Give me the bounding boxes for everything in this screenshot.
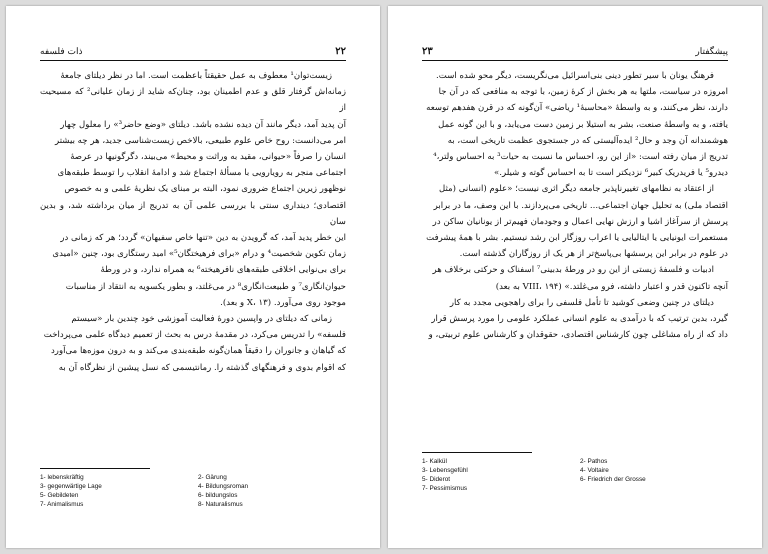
left-footnotes: [40, 473, 346, 509]
text-line: نوظهور زیرین اجتماع ضروری نمود، البته بر مبنای یک نظریهٔ علمی و به خصوص: [64, 184, 346, 195]
footnote: 1- Kalkül: [422, 458, 447, 465]
footnote: 8- Naturalismus: [198, 501, 243, 508]
footnote: 3- Lebensgefühl: [422, 467, 468, 474]
text-line: داد که از راه مشاغلی چون کارشناس اقتصادی، حقوقدان و کارشناس علوم تربیتی، و: [428, 330, 728, 341]
text-line: ادبیات و فلسفهٔ زیستی از این رو در ورطهٔ بدبینی⁷ اسفناک و حرکتی برخلاف هر: [432, 265, 714, 276]
text-line: دیدرو⁵ یا فریدریک کبیر⁶ نزدیکتر است تا به احساس گوته و شیلر.»: [493, 168, 728, 179]
right-page-header: [422, 46, 728, 61]
text-line: دیلتای در چنین وضعی کوشید تا تأمل فلسفی را برای راهجویی مجدد به کار: [449, 297, 714, 308]
footnote: 7- Animalismus: [40, 501, 84, 508]
text-line: اقتصاد ملی) به تحلیل جهان اجتماعی... تاریخی می‌پردازند. با این وصف، ما در برابر: [433, 200, 728, 211]
text-line: تدریج از میان رفته است: «از این رو، احساس ما نسبت به حیات³ به احساس ولتر،⁴: [433, 152, 728, 163]
paragraph: [40, 68, 346, 311]
footnote: 5- Diderot: [422, 476, 451, 483]
text-line: امروزه در سیاست، ملتها به هر بخش از کرهٔ زمین، با توجه به منافعی که در آن جا: [438, 87, 728, 98]
paragraph: [422, 295, 728, 344]
text-line: که گیاهان و جانوران را دقیقاً همان‌گونه طبقه‌بندی می‌کند و به درون موزه‌ها می‌آورد: [50, 346, 346, 357]
left-footnote-rule: [40, 468, 150, 469]
left-page-number: ۲۲: [335, 46, 346, 57]
left-page-body: [40, 68, 346, 376]
footnote: 7- Pessimismus: [422, 485, 468, 492]
text-line: زیست‌توان¹ معطوف به عمل حقیقتاً باعظمت است. اما در نظر دیلتای جامعهٔ: [60, 71, 332, 81]
text-line: انسان را صرفاً «حیوانی، مقید به وراثت و محیط» می‌بیند، دگرگونیها در عرصهٔ: [70, 152, 346, 163]
footnote: 5- Gebildeten: [40, 492, 79, 499]
text-line: حیوان‌انگاری⁷ و طبیعت‌انگاری⁸ در می‌غلتد، و بطور یکسویه به انتقاد از مناسبات: [65, 281, 346, 292]
right-footnotes: [422, 457, 728, 493]
left-page-header: [40, 46, 346, 61]
text-line: پرسش از سرآغاز اشیا و ارزش نهایی اعمال و وجودمان فهیم‌تر از یونانیان ساکن در: [432, 216, 728, 227]
footnote: 6- Friedrich der Grosse: [580, 476, 646, 483]
left-running-head: ذات فلسفه: [40, 47, 83, 57]
paragraph: [422, 181, 728, 262]
text-line: در علوم در برابر این پرسشها بی‌پاسخ‌تر از هر یک از روزگاران گذشته است.: [459, 249, 728, 260]
text-line: اجتماعی منجر به رویارویی با مسألهٔ اجتماع شد و ادامهٔ انقلاب را توسط طبقه‌های: [57, 168, 346, 179]
right-page-number: ۲۳: [422, 46, 433, 57]
text-line: این خطر پدید آمد، که گرویدن به دین «تنها خاص سفیهان» گردد؛ هر که زمانی در: [60, 233, 346, 244]
text-line: هوشمندانه آن وجد و حال² ایده‌آلیستی که در جستجوی عظمت تاریخی است، به: [447, 135, 728, 146]
footnote: 1- lebenskräftig: [40, 474, 84, 481]
footnote: 2- Gärung: [198, 474, 227, 481]
text-line: دارند، نظر می‌کنند، و به واسطهٔ «محاسبهٔ¹ ریاضی» آن‌گونه که در قرن هفدهم توسعه: [426, 103, 728, 114]
text-line: که اقوام بدوی و فرهنگهای گذشته را. رمانتیسمی که نسل پیشین از نظرگاه آن به: [58, 362, 346, 373]
footnote: 4- Voltaire: [580, 467, 609, 474]
right-page-body: [422, 68, 728, 343]
right-footnote-rule: [422, 452, 532, 453]
text-line: موجود روی می‌آورد. (X، ۱۳ و بعد).: [220, 297, 346, 308]
text-line: اقتصادی؛ دینداری سنتی با بررسی علمی آن به تدریج از میان برداشته شد، و بدین سان: [40, 200, 346, 227]
text-line: از اعتقاد به نظامهای تغییرناپذیر جامعه دیگر اثری نیست؛ «علوم (انسانی (مثل: [438, 184, 714, 195]
text-line: آنچه تاکنون قدر و اعتبار داشته، فرو می‌غلتد.» (VIII، ۱۹۴ به بعد): [495, 281, 728, 292]
text-line: امر می‌دانست: روح خاص علوم طبیعی، بالاخص زیست‌شناسی جدید، هر چه بیشتر: [54, 135, 346, 146]
text-line: برای بی‌نوایی اخلاقی طبقه‌های نافرهیخته⁶ به همراه ندارد، و در ورطهٔ: [100, 265, 346, 276]
paragraph: [40, 311, 346, 376]
text-line: زمان تکوین شخصیت⁴ و درام «برای فرهیختگان⁵» امید رستگاری بود، چنین «امیدی: [52, 249, 346, 260]
right-page: [388, 6, 762, 548]
left-page: [6, 6, 380, 548]
text-line: آن پدید آمد، دیگر مانند آن دیده نشده باشد. دیلتای «وضع حاضر³» را معلول چهار: [60, 119, 346, 130]
footnote: 3- gegenwärtige Lage: [40, 483, 102, 490]
text-line: مستعمرات ایونیایی یا ایتالیایی یا اعراب روزگار ابن رشد نیستیم. بشر با همهٔ پیشرفت: [426, 233, 728, 244]
text-line: گیرد، بدین ترتیب که با درآمدی به علوم انسانی عملکرد علومی را مورد پرسش قرار: [431, 314, 728, 325]
footnote: 4- Bildungsroman: [198, 483, 249, 490]
text-line: فلسفه» را تدریس می‌کرد، در مقدمهٔ درس به بحث از تعمیم دیدگاه علمی می‌پرداخت: [43, 330, 346, 341]
footnote: 2- Pathos: [580, 458, 608, 465]
paragraph: [422, 262, 728, 294]
text-line: فرهنگ یونان با سیر تطور دینی بنی‌اسرائیل می‌نگریست، دیگر محو شده است.: [436, 71, 714, 81]
paragraph: [422, 68, 728, 181]
text-line: زمانه‌اش گرفتار قلق و عدم اطمینان بود، چنان‌که شاید از زمان علیانی² که مسیحیت از: [40, 87, 346, 114]
right-running-head: پیشگفتار: [695, 47, 728, 57]
text-line: زمانی که دیلتای در واپسین دورهٔ فعالیت آموزشی خود چندین بار «سیستم: [71, 314, 332, 325]
text-line: یافته، و به واسطهٔ صنعت، بشر به استیلا بر زمین دست می‌یابد، و با این گونه عمل: [438, 119, 728, 130]
footnote: 6- bildungslos: [198, 492, 238, 499]
